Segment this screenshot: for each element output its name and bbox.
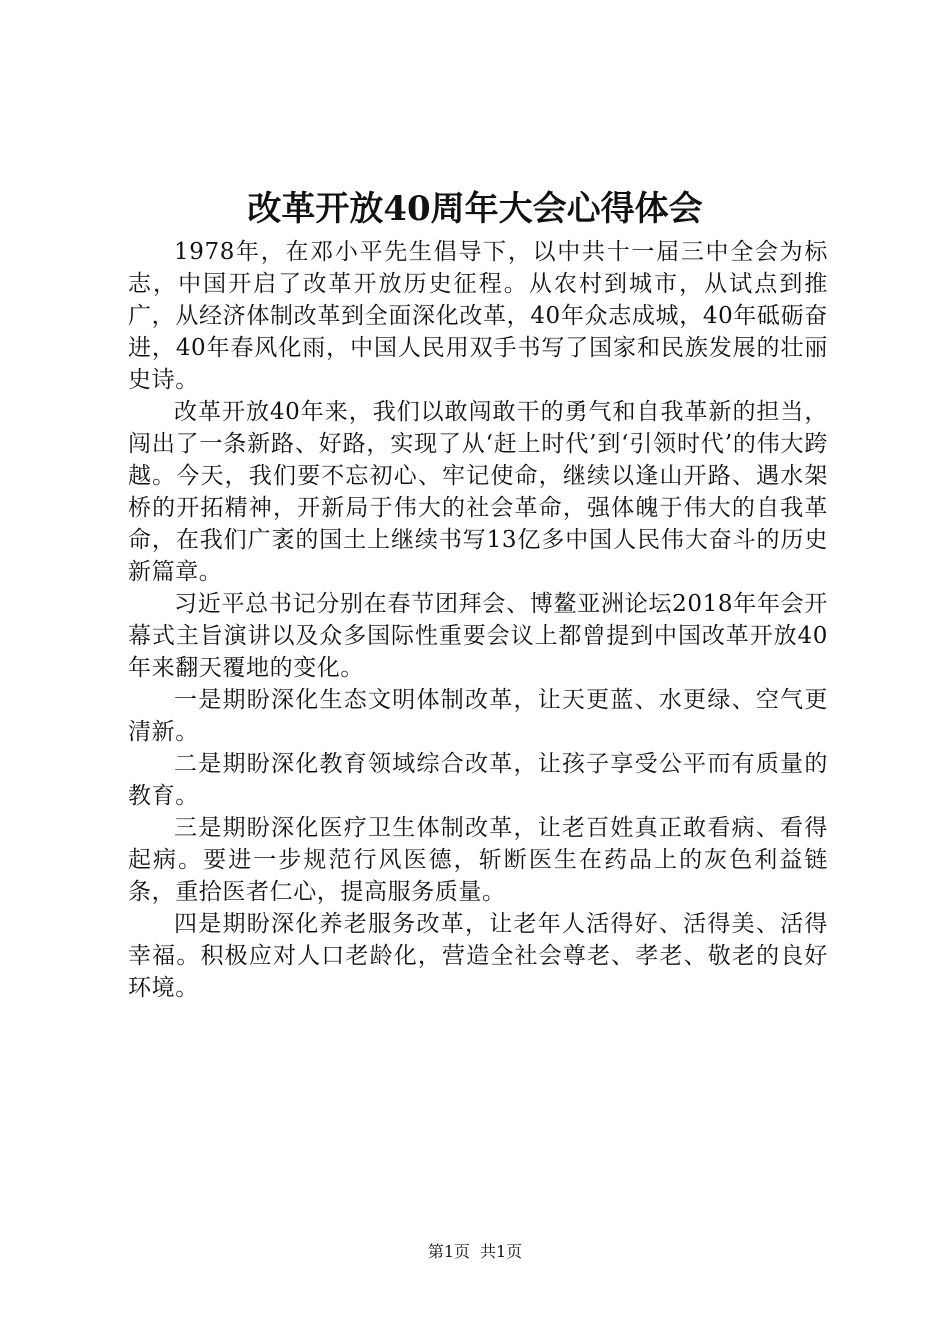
paragraph: 1978年，在邓小平先生倡导下，以中共十一届三中全会为标志，中国开启了改革开放历史征程。从农村到城市，从试点到推广，从经济体制改革到全面深化改革，40年众志成城，40年砥砺奋进，40年春风化雨，中国人民用双手书写了国家和民族发展的壮丽史诗。 bbox=[128, 239, 828, 393]
document-title: 改革开放40周年大会心得体会 bbox=[247, 189, 703, 229]
paragraph: 三是期盼深化医疗卫生体制改革，让老百姓真正敢看病、看得起病。要进一步规范行风医德，斩断医生在药品上的灰色利益链条，重拾医者仁心，提高服务质量。 bbox=[128, 815, 828, 905]
paragraph: 一是期盼深化生态文明体制改革，让天更蓝、水更绿、空气更清新。 bbox=[128, 687, 828, 745]
paragraph: 习近平总书记分别在春节团拜会、博鳌亚洲论坛2018年年会开幕式主旨演讲以及众多国际性重要会议上都曾提到中国改革开放40年来翻天覆地的变化。 bbox=[128, 591, 828, 681]
page-footer bbox=[0, 1240, 950, 1264]
page-number-total: 共1页 bbox=[480, 1242, 523, 1261]
page-number-current: 第1页 bbox=[427, 1242, 470, 1261]
paragraph: 四是期盼深化养老服务改革，让老年人活得好、活得美、活得幸福。积极应对人口老龄化，营造全社会尊老、孝老、敬老的良好环境。 bbox=[128, 911, 828, 1001]
paragraph: 改革开放40年来，我们以敢闯敢干的勇气和自我革新的担当，闯出了一条新路、好路，实现了从‘赶上时代’到‘引领时代’的伟大跨越。今天，我们要不忘初心、牢记使命，继续以逢山开路、遇水架桥的开拓精神，开新局于伟大的社会革命，强体魄于伟大的自我革命，在我们广袤的国土上继续书写13亿多中国人民伟大奋斗的历史新篇章。 bbox=[128, 399, 828, 585]
paragraph: 二是期盼深化教育领域综合改革，让孩子享受公平而有质量的教育。 bbox=[128, 751, 828, 809]
document-body bbox=[128, 236, 828, 1004]
